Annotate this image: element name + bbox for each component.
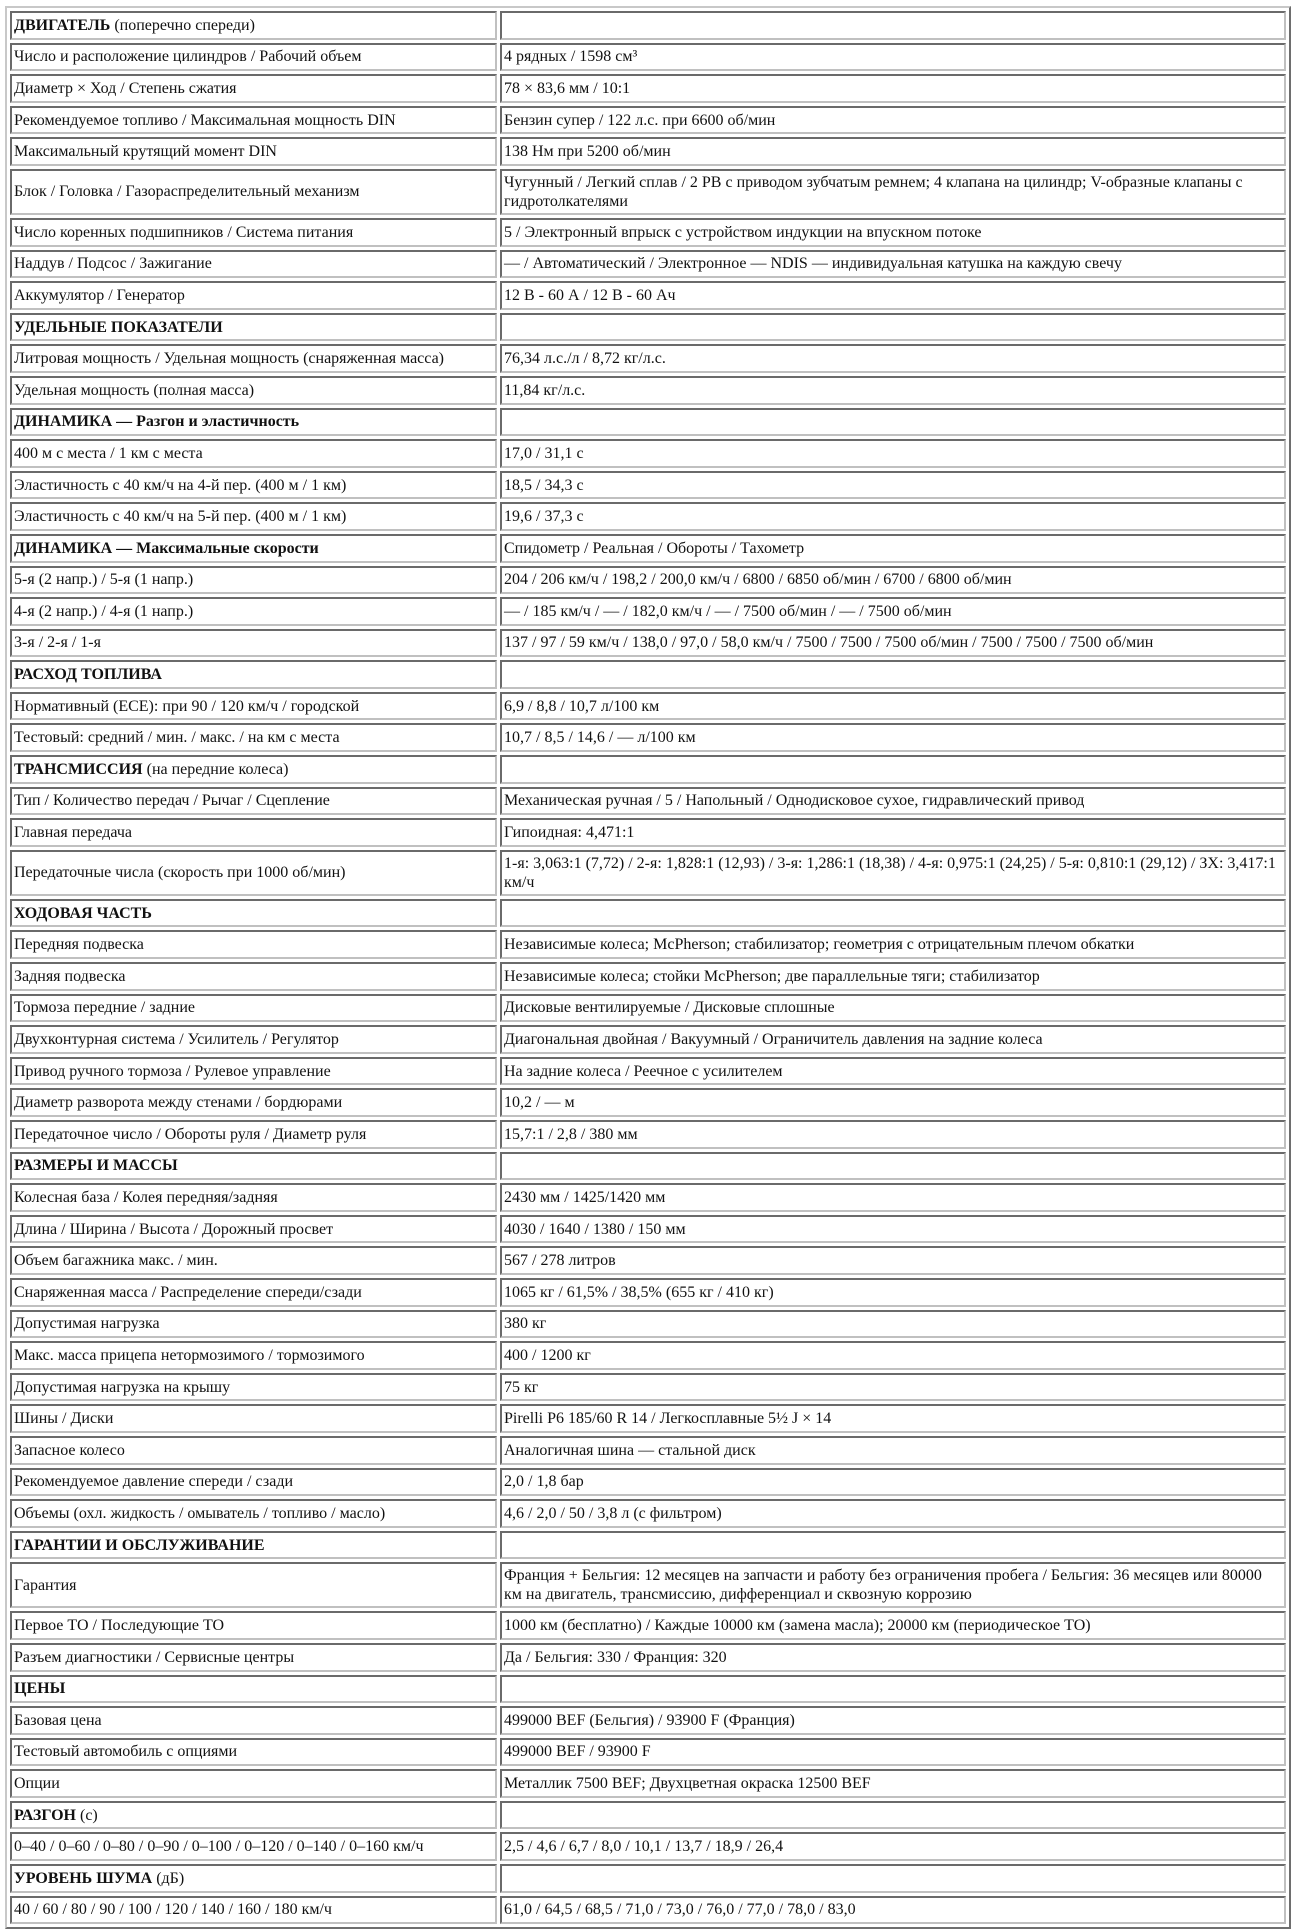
spec-label: Шины / Диски [10,1404,497,1433]
spec-value: 12 В - 60 А / 12 В - 60 Ач [500,281,1286,310]
section-title: РАЗМЕРЫ И МАССЫ [14,1157,178,1175]
spec-label: Запасное колесо [10,1436,497,1465]
spec-label: Тормоза передние / задние [10,994,497,1023]
table-row [10,137,1286,166]
spec-label: Колесная база / Колея передняя/задняя [10,1183,497,1212]
table-row [10,1373,1286,1402]
table-row [10,1468,1286,1497]
spec-label: 40 / 60 / 80 / 90 / 100 / 120 / 140 / 160 / 180 км/ч [10,1896,497,1925]
spec-value: 18,5 / 34,3 с [500,471,1286,500]
table-row [10,1738,1286,1767]
table-row [10,1088,1286,1117]
spec-value: 15,7:1 / 2,8 / 380 мм [500,1120,1286,1149]
section-title-cell [10,1864,497,1893]
spec-label: Опции [10,1769,497,1798]
table-row [10,930,1286,959]
section-title-cell [10,1675,497,1704]
spec-value: Независимые колеса; стойки McPherson; две параллельные тяги; стабилизатор [500,962,1286,991]
spec-label: Снаряженная масса / Распределение спереди/сзади [10,1278,497,1307]
spec-value: Металлик 7500 BEF; Двухцветная окраска 12500 BEF [500,1769,1286,1798]
spec-label: Базовая цена [10,1706,497,1735]
spec-label: Эластичность с 40 км/ч на 5-й пер. (400 м / 1 км) [10,502,497,531]
section-header-row [10,660,1286,689]
spec-value: 380 кг [500,1310,1286,1339]
spec-label: Диаметр × Ход / Степень сжатия [10,74,497,103]
section-header-row [10,1531,1286,1560]
spec-value: 4030 / 1640 / 1380 / 150 мм [500,1215,1286,1244]
spec-value: 137 / 97 / 59 км/ч / 138,0 / 97,0 / 58,0 км/ч / 7500 / 7500 / 7500 об/мин / 7500 / 7500 / 7500 об/мин [500,629,1286,658]
spec-value: Гипоидная: 4,471:1 [500,818,1286,847]
spec-value: 4,6 / 2,0 / 50 / 3,8 л (с фильтром) [500,1499,1286,1528]
spec-label: 5-я (2 напр.) / 5-я (1 напр.) [10,566,497,595]
section-header-row [10,1152,1286,1181]
spec-label: Главная передача [10,818,497,847]
spec-label: Объем багажника макс. / мин. [10,1246,497,1275]
spec-value: 499000 BEF / 93900 F [500,1738,1286,1767]
spec-value: 4 рядных / 1598 см³ [500,43,1286,72]
spec-label: Допустимая нагрузка на крышу [10,1373,497,1402]
spec-value: 76,34 л.с./л / 8,72 кг/л.с. [500,344,1286,373]
table-row [10,1562,1286,1608]
spec-label: 0–40 / 0–60 / 0–80 / 0–90 / 0–100 / 0–120 / 0–140 / 0–160 км/ч [10,1832,497,1861]
spec-value: 10,7 / 8,5 / 14,6 / — л/100 км [500,723,1286,752]
section-title-cell [10,1531,497,1560]
spec-label: Привод ручного тормоза / Рулевое управление [10,1057,497,1086]
table-row [10,1404,1286,1433]
spec-value: 2,0 / 1,8 бар [500,1468,1286,1497]
section-value-cell [500,1152,1286,1181]
spec-label: Наддув / Подсос / Зажигание [10,250,497,279]
table-row [10,1341,1286,1370]
section-subtitle: (на передние колеса) [142,760,289,778]
section-header-row [10,899,1286,928]
section-title: ДВИГАТЕЛЬ [14,16,111,34]
spec-value: 2430 мм / 1425/1420 мм [500,1183,1286,1212]
spec-table [5,6,1291,1929]
spec-table-body [10,11,1286,1924]
section-title: УДЕЛЬНЫЕ ПОКАЗАТЕЛИ [14,318,223,336]
table-row [10,994,1286,1023]
spec-value: Аналогичная шина — стальной диск [500,1436,1286,1465]
table-row [10,106,1286,135]
section-header-row [10,1675,1286,1704]
section-value-cell [500,899,1286,928]
spec-label: Длина / Ширина / Высота / Дорожный просвет [10,1215,497,1244]
section-title: РАСХОД ТОПЛИВА [14,666,162,684]
table-row [10,1436,1286,1465]
table-row [10,471,1286,500]
spec-label: Тестовый автомобиль с опциями [10,1738,497,1767]
section-title: ДИНАМИКА — Разгон и эластичность [14,413,300,431]
spec-label: Число коренных подшипников / Система питания [10,218,497,247]
spec-value: Бензин супер / 122 л.с. при 6600 об/мин [500,106,1286,135]
table-row [10,169,1286,215]
spec-label: Число и расположение цилиндров / Рабочий объем [10,43,497,72]
section-value-cell [500,660,1286,689]
table-row [10,566,1286,595]
spec-label: Эластичность с 40 км/ч на 4-й пер. (400 м / 1 км) [10,471,497,500]
spec-value: 10,2 / — м [500,1088,1286,1117]
table-row [10,1832,1286,1861]
spec-label: Передаточное число / Обороты руля / Диаметр руля [10,1120,497,1149]
table-row [10,1499,1286,1528]
section-title: ГАРАНТИИ И ОБСЛУЖИВАНИЕ [14,1536,265,1554]
table-row [10,1706,1286,1735]
spec-label: 4-я (2 напр.) / 4-я (1 напр.) [10,597,497,626]
section-value-cell [500,1801,1286,1830]
section-header-row [10,755,1286,784]
spec-label: Передняя подвеска [10,930,497,959]
section-header-row [10,1801,1286,1830]
table-row [10,597,1286,626]
section-header-row [10,1864,1286,1893]
spec-value: Независимые колеса; McPherson; стабилизатор; геометрия с отрицательным плечом обкатки [500,930,1286,959]
table-row [10,1246,1286,1275]
section-header-row [10,534,1286,563]
section-header-row [10,313,1286,342]
table-row [10,1025,1286,1054]
spec-value: 1-я: 3,063:1 (7,72) / 2-я: 1,828:1 (12,93) / 3-я: 1,286:1 (18,38) / 4-я: 0,975:1 (24,25) / 5-я: 0,810:1 (29,12) / ЗХ: 3,417:1 км/ч [500,850,1286,896]
section-value-cell [500,313,1286,342]
spec-label: Аккумулятор / Генератор [10,281,497,310]
spec-label: Передаточные числа (скорость при 1000 об/мин) [10,850,497,896]
section-title-cell [10,408,497,437]
spec-label: Двухконтурная система / Усилитель / Регулятор [10,1025,497,1054]
table-row [10,1310,1286,1339]
table-row [10,1611,1286,1640]
section-title: ТРАНСМИССИЯ [14,760,143,778]
section-title-cell [10,1152,497,1181]
table-row [10,1278,1286,1307]
spec-value: 11,84 кг/л.с. [500,376,1286,405]
section-subtitle: (поперечно спереди) [110,16,255,34]
spec-label: Разъем диагностики / Сервисные центры [10,1643,497,1672]
section-title: РАЗГОН [14,1806,76,1824]
spec-label: Литровая мощность / Удельная мощность (снаряженная масса) [10,344,497,373]
table-row [10,439,1286,468]
table-row [10,281,1286,310]
spec-label: Блок / Головка / Газораспределительный механизм [10,169,497,215]
spec-value: 567 / 278 литров [500,1246,1286,1275]
spec-value: Pirelli P6 185/60 R 14 / Легкосплавные 5½ J × 14 [500,1404,1286,1433]
table-row [10,1183,1286,1212]
spec-label: Рекомендуемое давление спереди / сзади [10,1468,497,1497]
section-title-cell [10,660,497,689]
spec-value: Механическая ручная / 5 / Напольный / Однодисковое сухое, гидравлический привод [500,787,1286,816]
spec-value: 61,0 / 64,5 / 68,5 / 71,0 / 73,0 / 76,0 / 77,0 / 78,0 / 83,0 [500,1896,1286,1925]
spec-label: 3-я / 2-я / 1-я [10,629,497,658]
spec-value: 1065 кг / 61,5% / 38,5% (655 кг / 410 кг) [500,1278,1286,1307]
spec-label: Рекомендуемое топливо / Максимальная мощность DIN [10,106,497,135]
section-value-cell [500,1675,1286,1704]
spec-label: Нормативный (ECE): при 90 / 120 км/ч / городской [10,692,497,721]
spec-value: — / 185 км/ч / — / 182,0 км/ч / — / 7500 об/мин / — / 7500 об/мин [500,597,1286,626]
spec-value: Да / Бельгия: 330 / Франция: 320 [500,1643,1286,1672]
table-row [10,250,1286,279]
section-subtitle: (с) [76,1806,98,1824]
section-value-cell [500,755,1286,784]
spec-value: 19,6 / 37,3 с [500,502,1286,531]
section-title: ХОДОВАЯ ЧАСТЬ [14,904,152,922]
spec-label: Первое ТО / Последующие ТО [10,1611,497,1640]
section-value-cell [500,1864,1286,1893]
spec-value: На задние колеса / Реечное с усилителем [500,1057,1286,1086]
section-title: УРОВЕНЬ ШУМА [14,1869,153,1887]
section-subtitle: (дБ) [152,1869,185,1887]
spec-value: — / Автоматический / Электронное — NDIS — индивидуальная катушка на каждую свечу [500,250,1286,279]
spec-label: Объемы (охл. жидкость / омыватель / топливо / масло) [10,1499,497,1528]
table-row [10,218,1286,247]
table-row [10,1643,1286,1672]
spec-value: 17,0 / 31,1 с [500,439,1286,468]
section-header-row [10,408,1286,437]
spec-value: Чугунный / Легкий сплав / 2 РВ с приводом зубчатым ремнем; 4 клапана на цилиндр; V-образные клапаны с гидротолкателями [500,169,1286,215]
table-row [10,787,1286,816]
section-title-cell [10,534,497,563]
spec-label: Тип / Количество передач / Рычаг / Сцепление [10,787,497,816]
table-row [10,692,1286,721]
spec-value: 1000 км (бесплатно) / Каждые 10000 км (замена масла); 20000 км (периодическое ТО) [500,1611,1286,1640]
spec-value: Франция + Бельгия: 12 месяцев на запчасти и работу без ограничения пробега / Бельгия: 36 месяцев или 80000 км на двигатель, трансмиссию, дифференциал и сквозную коррозию [500,1562,1286,1608]
spec-value: 6,9 / 8,8 / 10,7 л/100 км [500,692,1286,721]
spec-label: Задняя подвеска [10,962,497,991]
section-title: ЦЕНЫ [14,1680,66,1698]
table-row [10,629,1286,658]
section-value-cell: Спидометр / Реальная / Обороты / Тахометр [500,534,1286,563]
section-title-cell [10,755,497,784]
section-title-cell [10,11,497,40]
table-row [10,74,1286,103]
spec-value: 204 / 206 км/ч / 198,2 / 200,0 км/ч / 6800 / 6850 об/мин / 6700 / 6800 об/мин [500,566,1286,595]
section-title: ДИНАМИКА — Максимальные скорости [14,539,319,557]
table-row [10,1057,1286,1086]
table-row [10,1215,1286,1244]
section-value-cell [500,1531,1286,1560]
table-row [10,43,1286,72]
section-value-cell [500,408,1286,437]
spec-label: Максимальный крутящий момент DIN [10,137,497,166]
spec-label: 400 м с места / 1 км с места [10,439,497,468]
table-row [10,502,1286,531]
spec-value: Дисковые вентилируемые / Дисковые сплошные [500,994,1286,1023]
table-row [10,1120,1286,1149]
section-value-cell [500,11,1286,40]
spec-value: 138 Нм при 5200 об/мин [500,137,1286,166]
spec-label: Допустимая нагрузка [10,1310,497,1339]
spec-label: Макс. масса прицепа нетормозимого / тормозимого [10,1341,497,1370]
spec-value: 499000 BEF (Бельгия) / 93900 F (Франция) [500,1706,1286,1735]
table-row [10,344,1286,373]
spec-label: Гарантия [10,1562,497,1608]
spec-value: Диагональная двойная / Вакуумный / Ограничитель давления на задние колеса [500,1025,1286,1054]
spec-value: 5 / Электронный впрыск с устройством индукции на впускном потоке [500,218,1286,247]
table-row [10,962,1286,991]
spec-label: Удельная мощность (полная масса) [10,376,497,405]
spec-label: Диаметр разворота между стенами / бордюрами [10,1088,497,1117]
table-row [10,376,1286,405]
table-row [10,1896,1286,1925]
table-row [10,818,1286,847]
spec-value: 2,5 / 4,6 / 6,7 / 8,0 / 10,1 / 13,7 / 18,9 / 26,4 [500,1832,1286,1861]
spec-label: Тестовый: средний / мин. / макс. / на км с места [10,723,497,752]
section-header-row [10,11,1286,40]
section-title-cell [10,313,497,342]
table-row [10,723,1286,752]
spec-value: 75 кг [500,1373,1286,1402]
spec-value: 78 × 83,6 мм / 10:1 [500,74,1286,103]
table-row [10,850,1286,896]
spec-value: 400 / 1200 кг [500,1341,1286,1370]
section-title-cell [10,1801,497,1830]
spec-sheet [5,6,1291,1929]
section-title-cell [10,899,497,928]
